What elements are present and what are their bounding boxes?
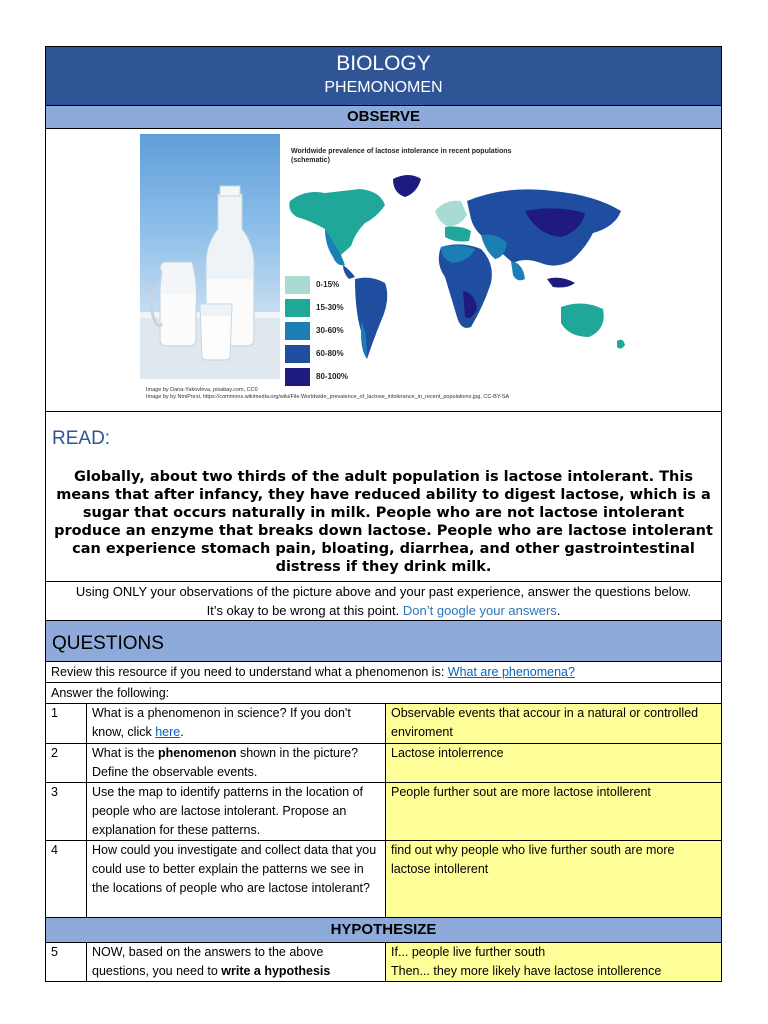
instructions xyxy=(46,582,721,621)
page-title: BIOLOGY xyxy=(336,52,431,75)
legend-label: 0-15% xyxy=(316,280,340,289)
table-row xyxy=(46,743,721,782)
worksheet xyxy=(45,46,722,982)
question-text: NOW, based on the answers to the above questions, you need to write a hypothesis xyxy=(87,942,386,981)
question-text: What is the phenomenon shown in the picture? Define the observable events. xyxy=(87,743,386,782)
answer-field[interactable]: Lactose intolerrence xyxy=(386,743,722,782)
legend-label: 80-100% xyxy=(316,372,349,381)
answer-field[interactable]: Observable events that accour in a natural or controlled enviroment xyxy=(386,704,722,743)
answer-prompt: Answer the following: xyxy=(46,683,721,704)
answer-field[interactable]: People further sout are more lactose intollerent xyxy=(386,782,722,840)
observe-section xyxy=(46,129,721,412)
questions-heading: QUESTIONS xyxy=(52,633,164,654)
question-text: What is a phenomenon in science? If you don't know, click here. xyxy=(87,704,386,743)
read-section xyxy=(46,412,721,582)
legend-swatch xyxy=(285,322,310,340)
question-text: How could you investigate and collect data that you could use to better explain the patterns we see in the locations of people who are lactose intolerant? xyxy=(87,840,386,917)
legend-label: 60-80% xyxy=(316,349,344,358)
image-credits: Image by Dana-Yakovleva, pixabay.com, CC0 Image by by NmiPorsi, https://commons.wikimedia.org/wiki/File:Worldwide_prevalence_of_lactose_intolerance_in_recent_populations.jpg, CC-BY-SA xyxy=(146,387,510,400)
map-title: Worldwide prevalence of lactose intolerance in recent populations (schematic) xyxy=(291,148,512,164)
questions-table xyxy=(46,704,721,981)
milk-photo xyxy=(140,134,280,379)
here-link[interactable]: here xyxy=(155,725,181,739)
questions-band xyxy=(46,621,721,662)
question-number: 4 xyxy=(46,840,87,917)
table-row xyxy=(46,704,721,743)
question-number: 3 xyxy=(46,782,87,840)
review-resource-row: Review this resource if you need to understand what a phenomenon is: What are phenomena? xyxy=(46,662,721,683)
table-row xyxy=(46,782,721,840)
read-paragraph: Globally, about two thirds of the adult population is lactose intolerant. This means that after infancy, they have reduced ability to digest lactose, which is a sugar that occurs naturally in milk. People who are not lactose intolerant produce an enzyme that breaks down lactose. People who are lactose intolerant can experience stomach pain, bloating, diarrhea, and other gastrointestinal distress if they drink milk. xyxy=(54,469,713,575)
legend-swatch xyxy=(285,299,310,317)
table-row xyxy=(46,942,721,981)
instructions-line-1: Using ONLY your observations of the picture above and your past experience, answer the questions below. xyxy=(75,584,692,599)
question-number: 5 xyxy=(46,942,87,981)
observe-label: OBSERVE xyxy=(46,106,721,129)
hypothesize-label: HYPOTHESIZE xyxy=(46,918,721,942)
answer-field[interactable]: find out why people who live further south are more lactose intollerent xyxy=(386,840,722,917)
title-band xyxy=(46,47,721,106)
what-are-phenomena-link[interactable]: What are phenomena? xyxy=(447,665,575,679)
table-row xyxy=(46,840,721,917)
legend-swatch xyxy=(285,276,310,294)
read-heading: READ: xyxy=(52,428,111,449)
legend-swatch xyxy=(285,368,310,386)
question-number: 2 xyxy=(46,743,87,782)
hypothesis-answer-field[interactable]: If... people live further south Then... they more likely have lactose intollerence xyxy=(386,942,722,981)
question-text: Use the map to identify patterns in the location of people who are lactose intolerant. Propose an explanation for these patterns. xyxy=(87,782,386,840)
legend-label: 15-30% xyxy=(316,303,344,312)
legend-label: 30-60% xyxy=(316,326,344,335)
page-subtitle: PHEMONOMEN xyxy=(324,79,443,96)
legend-swatch xyxy=(285,345,310,363)
instructions-line-2: It’s okay to be wrong at this point. Don’t google your answers. xyxy=(206,603,561,618)
question-number: 1 xyxy=(46,704,87,743)
observe-image xyxy=(140,129,630,410)
dont-google-note: Don’t google your answers xyxy=(402,603,557,618)
